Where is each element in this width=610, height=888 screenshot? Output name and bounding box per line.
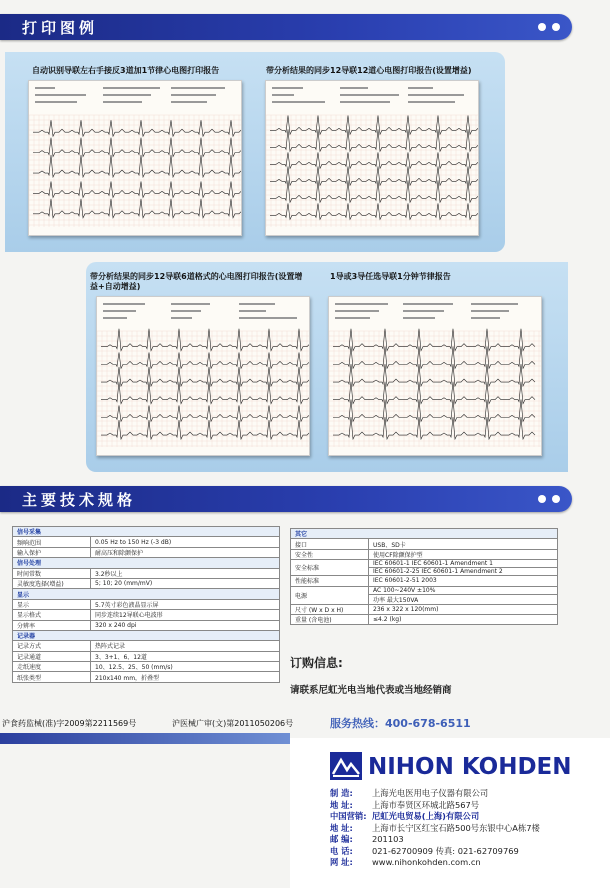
example-caption-1: 自动识别导联左右手接反3道加1节律心电图打印报告 [32, 66, 220, 75]
spec-row [13, 651, 280, 661]
contact-row [330, 846, 540, 858]
ecg-report-sheet-3 [96, 296, 310, 456]
spec-value-line: AC 100~240V ±10% [373, 586, 436, 594]
spec-section-label: 信号采集 [13, 527, 280, 537]
spec-row [291, 549, 558, 559]
spec-value-line: IEC 60601-2-51 2003 [373, 577, 437, 585]
ecg-report-sheet-2 [265, 80, 479, 236]
spec-value-line: 5; 10; 20 (mm/mV) [95, 580, 153, 588]
spec-key: 记录方式 [13, 641, 91, 651]
spec-value [91, 672, 280, 682]
registration-ad: 沪医械广审(文)第2011050206号 [172, 719, 294, 728]
spec-value-line: 功率 最大150VA [369, 594, 557, 604]
spec-row [13, 578, 280, 588]
spec-value [369, 614, 558, 624]
service-hotline: 服务热线：400-678-6511 [330, 717, 471, 730]
spec-key: 重量 (含电池) [291, 614, 369, 624]
spec-key: 尺寸 (W x D x H) [291, 604, 369, 614]
spec-section-label: 其它 [291, 529, 558, 539]
contact-row [330, 823, 540, 835]
spec-value-line: 3.2秒以上 [95, 570, 123, 578]
example-caption-3: 带分析结果的同步12导联6道格式的心电图打印报告(设置增益+自动增益) [90, 272, 303, 291]
contact-value: 021-62700909 传真: 021-62709769 [372, 845, 519, 856]
spec-value-line: ≤4.2 (kg) [373, 616, 402, 624]
contact-label: 制 造: [330, 788, 353, 798]
spec-key: 灵敏度选择(增益) [13, 578, 91, 588]
print-examples-title: 打印图例 [22, 19, 99, 37]
spec-section-row [291, 529, 558, 539]
spec-row [291, 614, 558, 624]
spec-row [291, 586, 558, 604]
spec-key: 输入保护 [13, 547, 91, 557]
spec-value-line: IEC 60601-2-25 IEC 60601-1 Amendment 2 [369, 567, 557, 575]
spec-value [91, 651, 280, 661]
spec-section-label: 显示 [13, 589, 280, 599]
spec-value-line: IEC 60601-1 IEC 60601-1 Amendment 1 [373, 560, 493, 568]
contact-value: 上海市长宁区红宝石路500号东银中心A栋7楼 [372, 822, 540, 833]
spec-key: 安全性 [291, 549, 369, 559]
spec-value [91, 537, 280, 547]
specs-title: 主要技术规格 [22, 491, 137, 509]
brand-name: NIHON KOHDEN [368, 754, 572, 780]
contact-label: 中国营销: [330, 811, 367, 821]
contact-row [330, 857, 540, 869]
spec-row [291, 604, 558, 614]
order-text: 请联系尼虹光电当地代表或当地经销商 [290, 685, 452, 696]
banner-dot-icon [538, 495, 546, 503]
spec-key: 接口 [291, 539, 369, 549]
specs-banner [0, 486, 572, 512]
spec-table-left [12, 526, 280, 683]
spec-table-right [290, 528, 558, 625]
banner-dot-icon [552, 495, 560, 503]
spec-value-line: 236 x 322 x 120(mm) [373, 605, 439, 613]
print-examples-banner [0, 14, 572, 40]
spec-value-line: 热阵式记录 [95, 643, 126, 651]
spec-value-line: 320 x 240 dpi [95, 621, 137, 629]
spec-value-line: 10、12.5、25、50 (mm/s) [95, 664, 173, 672]
spec-row [13, 641, 280, 651]
spec-value [91, 662, 280, 672]
contact-label: 电 话: [330, 845, 353, 856]
spec-section-label: 信号处理 [13, 558, 280, 568]
banner-dot-icon [538, 23, 546, 31]
spec-row [13, 610, 280, 620]
spec-section-row [13, 589, 280, 599]
spec-value-line: 0.05 Hz to 150 Hz (-3 dB) [95, 538, 172, 546]
spec-value [91, 610, 280, 620]
spec-key: 分辨率 [13, 620, 91, 630]
spec-row [13, 568, 280, 578]
spec-value-line: 耐高压和除颤保护 [95, 549, 144, 557]
spec-value [369, 560, 558, 576]
contact-label: 邮 编: [330, 834, 353, 844]
spec-value [369, 549, 558, 559]
contact-value: 尼虹光电贸易(上海)有限公司 [372, 811, 480, 821]
contact-label: 地 址: [330, 799, 353, 810]
spec-value [369, 604, 558, 614]
contact-value: www.nihonkohden.com.cn [372, 857, 481, 867]
spec-value-line: 5.7英寸彩色液晶显示屏 [95, 601, 159, 609]
contact-row [330, 834, 540, 846]
example-caption-4: 1导或3导任选导联1分钟节律报告 [330, 272, 451, 281]
spec-value [91, 547, 280, 557]
spec-section-row [13, 527, 280, 537]
contact-value: 201103 [372, 834, 404, 844]
contact-label: 地 址: [330, 822, 353, 833]
order-title: 订购信息: [290, 656, 343, 670]
spec-key: 性能标准 [291, 576, 369, 586]
spec-section-row [13, 558, 280, 568]
spec-value-line: 使用CF除颤保护型 [373, 551, 423, 559]
spec-value [369, 539, 558, 549]
contact-row [330, 788, 540, 800]
spec-row [291, 539, 558, 549]
spec-section-row [13, 630, 280, 640]
contact-value: 上海光电医用电子仪器有限公司 [372, 788, 489, 798]
spec-row [291, 560, 558, 576]
spec-row [13, 620, 280, 630]
contact-row [330, 811, 540, 823]
spec-row [291, 576, 558, 586]
spec-key: 电源 [291, 586, 369, 604]
spec-value [369, 576, 558, 586]
spec-value-line: 3、3+1、6、12道 [95, 653, 147, 661]
spec-value [91, 599, 280, 609]
spec-key: 安全标准 [291, 560, 369, 576]
ecg-report-sheet-4 [328, 296, 542, 456]
spec-value-line: 同步连续12导联心电波形 [95, 612, 163, 620]
nihon-kohden-logo-icon [330, 752, 362, 780]
decorative-blue-bar [0, 733, 290, 744]
example-caption-2: 带分析结果的同步12导联12道心电图打印报告(设置增益) [266, 66, 472, 75]
spec-key: 纸张类型 [13, 672, 91, 682]
spec-row [13, 547, 280, 557]
spec-value [369, 586, 558, 604]
ecg-report-sheet-1 [28, 80, 242, 236]
contact-info [330, 788, 540, 869]
contact-label: 网 址: [330, 857, 353, 867]
spec-key: 频响范围 [13, 537, 91, 547]
spec-row [13, 662, 280, 672]
spec-key: 时间常数 [13, 568, 91, 578]
spec-value [91, 641, 280, 651]
spec-key: 显示格式 [13, 610, 91, 620]
spec-value-line: USB、SD卡 [373, 541, 406, 549]
spec-value [91, 568, 280, 578]
registration-food-drug: 沪食药监械(准)字2009第2211569号 [2, 719, 137, 728]
spec-section-label: 记录器 [13, 630, 280, 640]
spec-key: 走纸速度 [13, 662, 91, 672]
spec-value [91, 620, 280, 630]
contact-row [330, 800, 540, 812]
spec-value-line: 210x140 mm，折叠型 [95, 674, 160, 682]
contact-value: 上海市奉贤区环城北路567号 [372, 799, 480, 810]
spec-row [13, 672, 280, 682]
spec-value [91, 578, 280, 588]
spec-key: 显示 [13, 599, 91, 609]
spec-row [13, 599, 280, 609]
banner-dot-icon [552, 23, 560, 31]
spec-row [13, 537, 280, 547]
spec-key: 记录通道 [13, 651, 91, 661]
